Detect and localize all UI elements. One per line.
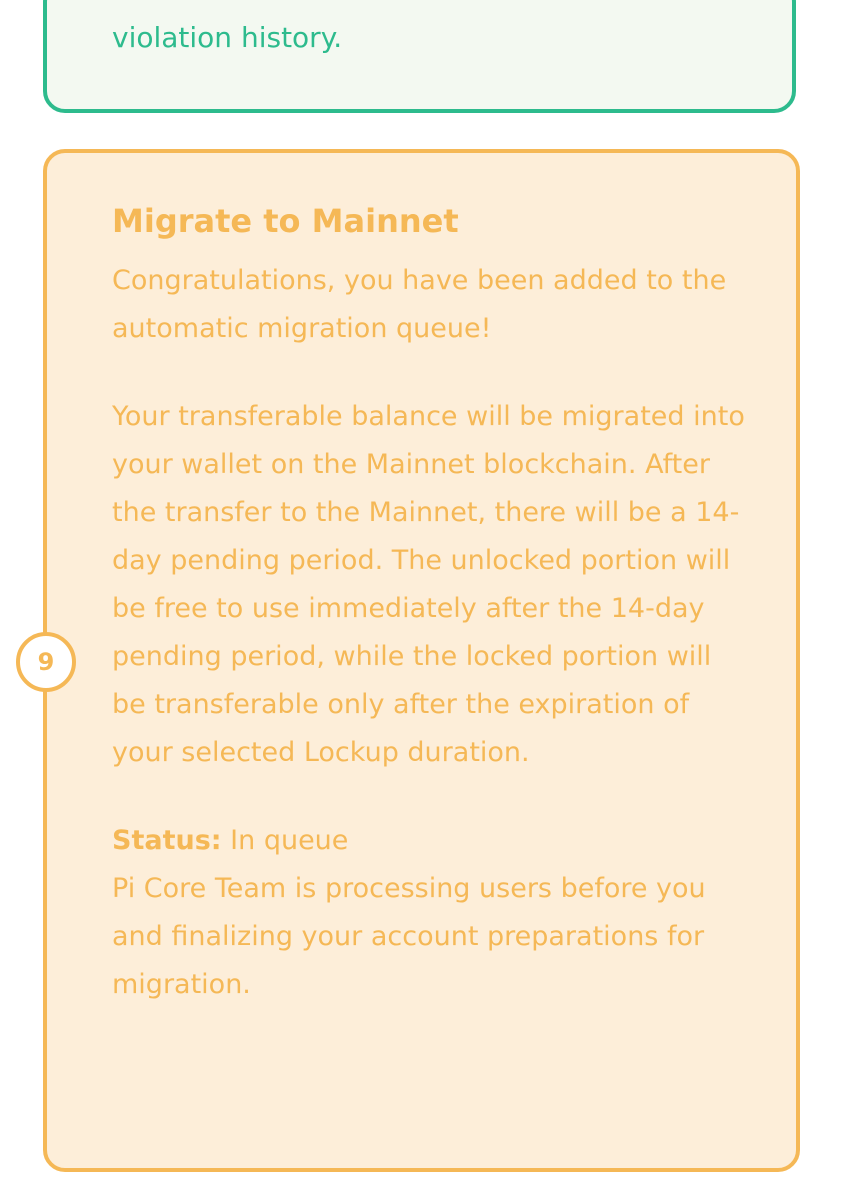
migrate-step-content xyxy=(112,193,752,1009)
step-paragraph-migration-details: Your transferable balance will be migrated into your wallet on the Mainnet blockchain. After the transfer to the Mainnet, there will be a 14-day pending period. The unlocked portion will be free to use immediately after the 14-day pending period, while the locked portion will be transferable only after the expiration of your selected Lockup duration. xyxy=(112,401,745,768)
step-number-badge xyxy=(16,632,76,692)
step-title: Migrate to Mainnet xyxy=(112,202,459,240)
step-number: 9 xyxy=(37,648,55,676)
previous-step-card xyxy=(43,0,796,113)
previous-step-text-line: violation history. xyxy=(112,21,343,54)
migrate-step-card xyxy=(43,149,800,1172)
step-paragraph-congratulations: Congratulations, you have been added to the automatic migration queue! xyxy=(112,265,727,344)
status-label: Status: xyxy=(112,825,222,856)
previous-step-text xyxy=(112,14,342,62)
status-value: In queue xyxy=(221,825,349,856)
status-description: Pi Core Team is processing users before you and finalizing your account preparations for migration. xyxy=(112,873,706,1000)
status-line xyxy=(112,817,752,865)
